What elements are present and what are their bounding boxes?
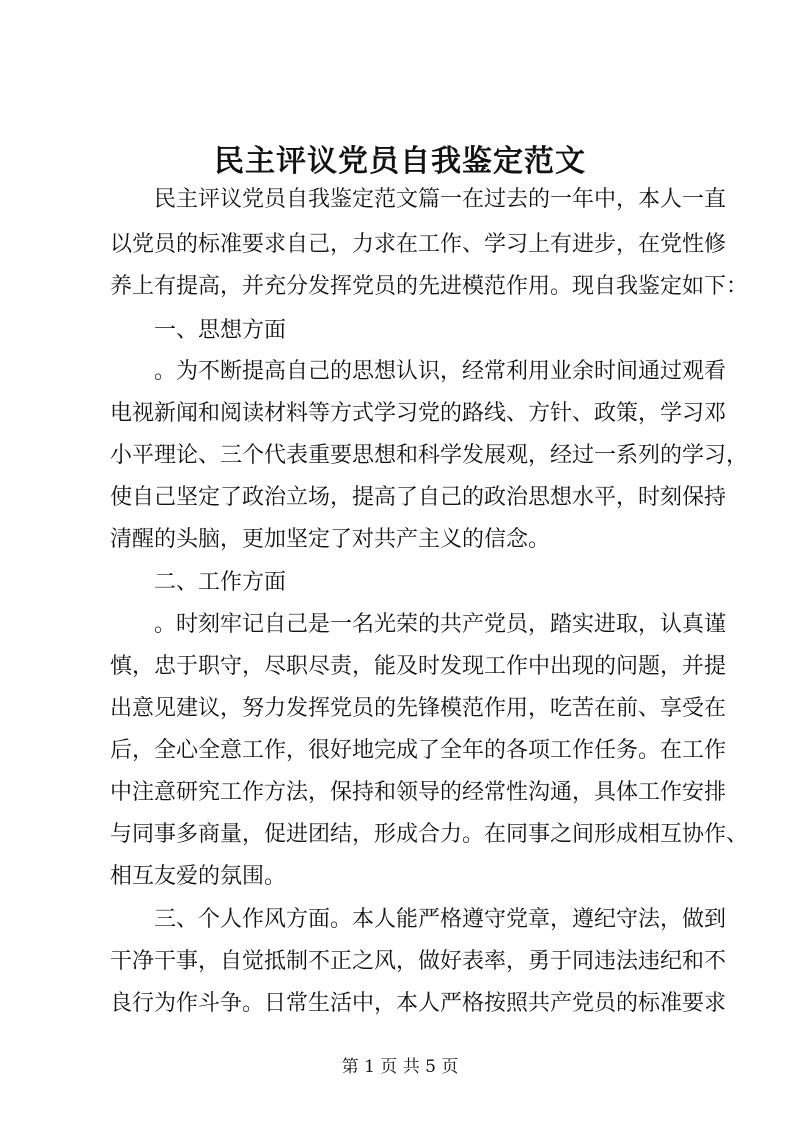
body-text-line: 养上有提高，并充分发挥党员的先进模范作用。现自我鉴定如下： <box>110 274 749 299</box>
section-heading: 二、工作方面 <box>154 570 287 595</box>
body-text-line: 慎，忠于职守，尽职尽责，能及时发现工作中出现的问题，并提 <box>110 654 727 679</box>
body-text-line: 干净干事，自觉抵制不正之风，做好表率，勇于同违法违纪和不 <box>110 949 727 974</box>
body-text-line: 相互友爱的氛围。 <box>110 864 287 889</box>
body-text-line: 与同事多商量，促进团结，形成合力。在同事之间形成相互协作、 <box>110 822 749 847</box>
body-text-line: 以党员的标准要求自己，力求在工作、学习上有进步，在党性修 <box>110 232 727 257</box>
body-text-line: 出意见建议，努力发挥党员的先锋模范作用，吃苦在前、享受在 <box>110 696 727 721</box>
body-text-line: 后，全心全意工作，很好地完成了全年的各项工作任务。在工作 <box>110 738 727 763</box>
body-text-line: 中注意研究工作方法，保持和领导的经常性沟通，具体工作安排 <box>110 780 727 805</box>
body-text-line: 电视新闻和阅读材料等方式学习党的路线、方针、政策，学习邓 <box>110 401 727 426</box>
body-text-line: 民主评议党员自我鉴定范文篇一在过去的一年中，本人一直 <box>154 187 727 212</box>
body-text-line: 小平理论、三个代表重要思想和科学发展观，经过一系列的学习， <box>110 443 749 468</box>
body-text-line: 使自己坚定了政治立场，提高了自己的政治思想水平，时刻保持 <box>110 485 727 510</box>
body-text-line: 。为不断提高自己的思想认识，经常利用业余时间通过观看 <box>154 359 727 384</box>
body-text-line: 。时刻牢记自己是一名光荣的共产党员，踏实进取，认真谨 <box>154 612 727 637</box>
page-number-footer: 第 1 页 共 5 页 <box>341 1057 459 1077</box>
body-text-line: 三、个人作风方面。本人能严格遵守党章，遵纪守法，做到 <box>154 907 727 932</box>
section-heading: 一、思想方面 <box>154 318 287 343</box>
document-title: 民主评议党员自我鉴定范文 <box>214 144 586 179</box>
body-text-line: 清醒的头脑，更加坚定了对共产主义的信念。 <box>110 527 551 552</box>
body-text-line: 良行为作斗争。日常生活中，本人严格按照共产党员的标准要求 <box>110 991 727 1016</box>
